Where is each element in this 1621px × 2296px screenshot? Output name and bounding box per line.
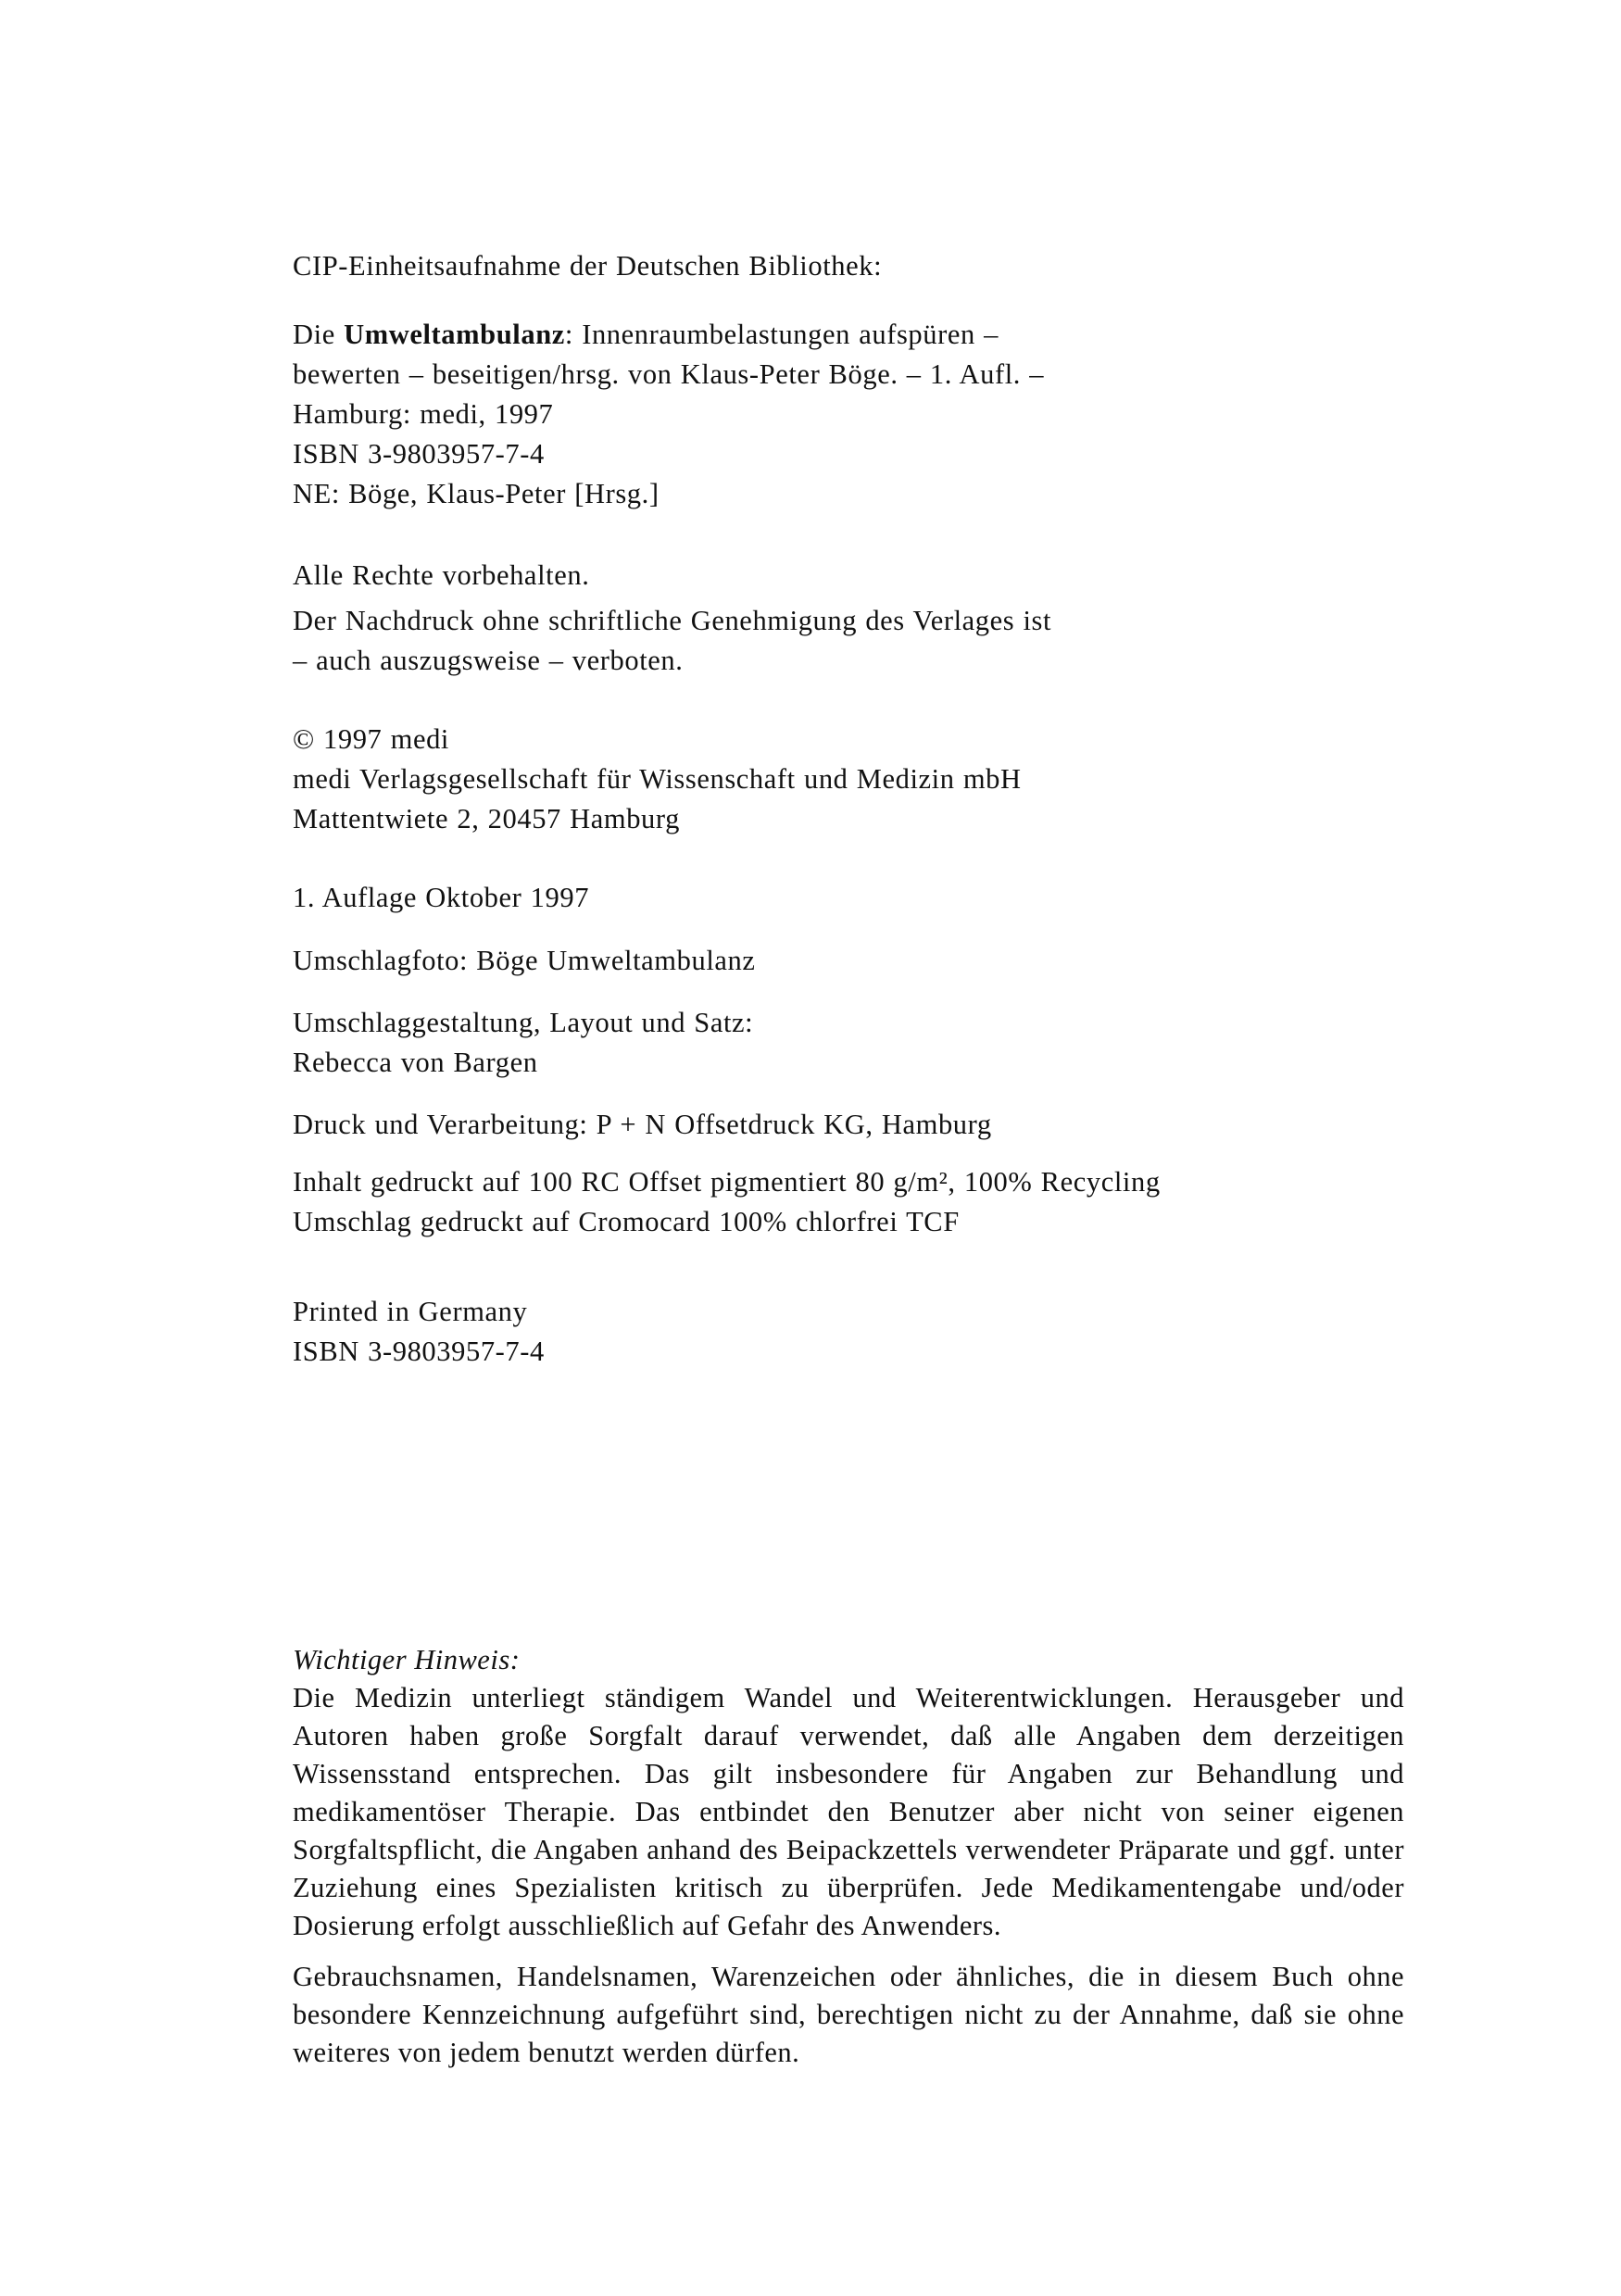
printing-info <box>293 1105 992 1145</box>
important-notice <box>293 1641 1404 2072</box>
publisher-address: Mattentwiete 2, 20457 Hamburg <box>293 803 680 834</box>
publisher-name: medi Verlagsgesellschaft für Wissenschaft und Medizin mbH <box>293 763 1022 795</box>
cip-title-prefix: Die <box>293 319 345 350</box>
rights-line-3: – auch auszugsweise – verboten. <box>293 645 684 676</box>
design-line-1: Umschlaggestaltung, Layout und Satz: <box>293 1007 754 1038</box>
cip-heading <box>293 246 882 286</box>
notice-title: Wichtiger Hinweis: <box>293 1644 521 1675</box>
notice-paragraph-2: Gebrauchsnamen, Handelsnamen, Warenzeichen oder ähnliches, die in diesem Buch ohne besondere Kennzeichnung aufgeführt sind, berechtigen nicht zu der Annahme, daß sie ohne weiteres von jedem benutzt werden dürfen. <box>293 1961 1404 2068</box>
notice-paragraph-1: Die Medizin unterliegt ständigem Wandel und Weiterentwicklungen. Herausgeber und Autoren haben große Sorgfalt darauf verwendet, daß alle Angaben dem derzeitigen Wissensstand entsprechen. Das gilt insbesondere für Angaben zur Behandlung und medikamentöser Therapie. Das entbindet den Benutzer aber nicht von seiner eigenen Sorgfaltspflicht, die Angaben anhand des Beipackzettels verwendeter Präparate und ggf. unter Zuziehung eines Spezialisten kritisch zu überprüfen. Jede Medikamentengabe und/oder Dosierung erfolgt ausschließlich auf Gefahr des Anwenders. <box>293 1682 1404 1941</box>
cip-heading-text: CIP-Einheitsaufnahme der Deutschen Bibliothek: <box>293 250 883 282</box>
printed-info <box>293 1292 545 1372</box>
edition-line: 1. Auflage Oktober 1997 <box>293 882 590 913</box>
cip-line-3: Hamburg: medi, 1997 <box>293 398 554 430</box>
printing-line: Druck und Verarbeitung: P + N Offsetdruck KG, Hamburg <box>293 1109 992 1140</box>
cover-photo-info <box>293 941 756 981</box>
paper-line-1: Inhalt gedruckt auf 100 RC Offset pigmentiert 80 g/m², 100% Recycling <box>293 1166 1161 1198</box>
cip-ne: NE: Böge, Klaus-Peter [Hrsg.] <box>293 478 660 509</box>
cover-photo-line: Umschlagfoto: Böge Umweltambulanz <box>293 945 756 976</box>
rights-notice <box>293 556 1051 681</box>
paper-info <box>293 1162 1161 1242</box>
cip-isbn: ISBN 3-9803957-7-4 <box>293 438 545 470</box>
cip-title-rest: : Innenraumbelastungen aufspüren – <box>564 319 999 350</box>
edition-info <box>293 878 589 918</box>
design-info <box>293 1003 753 1083</box>
cip-title-bold: Umweltambulanz <box>344 319 565 350</box>
paper-line-2: Umschlag gedruckt auf Cromocard 100% chlorfrei TCF <box>293 1206 960 1237</box>
printed-line-1: Printed in Germany <box>293 1296 528 1327</box>
rights-line-1: Alle Rechte vorbehalten. <box>293 559 590 591</box>
cip-line-2: bewerten – beseitigen/hrsg. von Klaus-Peter Böge. – 1. Aufl. – <box>293 358 1045 390</box>
publisher-info <box>293 720 1022 839</box>
copyright-line: © 1997 medi <box>293 723 450 755</box>
design-line-2: Rebecca von Bargen <box>293 1047 538 1078</box>
printed-isbn: ISBN 3-9803957-7-4 <box>293 1336 545 1367</box>
cip-record <box>293 315 1044 514</box>
rights-line-2: Der Nachdruck ohne schriftliche Genehmigung des Verlages ist <box>293 605 1052 636</box>
cip-title-line <box>293 315 1044 355</box>
